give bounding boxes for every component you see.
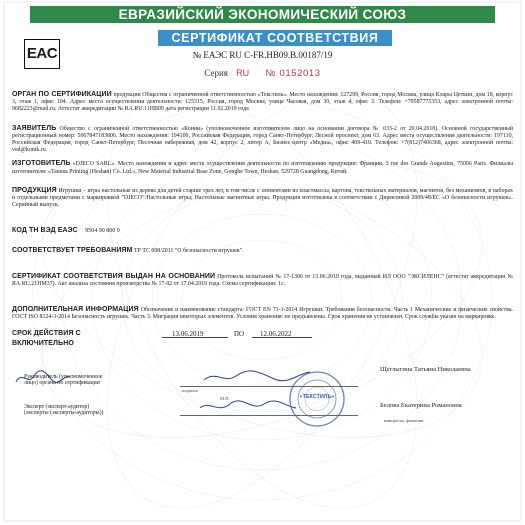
section-heading: ДОПОЛНИТЕЛЬНАЯ ИНФОРМАЦИЯ bbox=[12, 306, 139, 314]
section-hs-code bbox=[12, 227, 513, 235]
section-text: «DJECO SARL». Место нахождения и адрес места осуществления деятельности по изготовлению продукции: Франция, 3 rue des Grands Augustins, 75006 Paris. Филиалы изготовителя: «Taunus Printing (Heshan) Co. Ltd.», New Material Industrial Base Zone, Gonghe Town, Heshan, 529728 Guangdong, Китай. bbox=[12, 161, 513, 175]
section-requirements bbox=[12, 247, 513, 255]
section-text: ТР ТС 008/2011 "О безопасности игрушек". bbox=[134, 247, 244, 254]
certificate-header bbox=[12, 29, 513, 91]
section-text: Обозначение и наименование стандарта: ГОСТ EN 71-1-2014 Игрушки. Требования безопасности. Часть 1 Механические и физические свойства. ГОСТ ISO 8124-3-2014 Безопасность игрушек. Часть 3. Миграция некоторых элементов. Условия хранения: не предъявлены. Срок хранения не установлен. Срок службы указан на маркировке. bbox=[12, 307, 513, 321]
validity-period bbox=[12, 328, 513, 368]
eac-logo-icon: EAC bbox=[24, 39, 60, 69]
head-signatory-name: Щеглыгина Татьяна Николаевна bbox=[380, 365, 471, 373]
section-heading: СЕРТИФИКАТ СООТВЕТСТВИЯ ВЫДАН НА ОСНОВАНИИ bbox=[12, 272, 216, 280]
expert-signature-icon bbox=[198, 395, 298, 416]
validity-inclusive: ВКЛЮЧИТЕЛЬНО bbox=[12, 339, 74, 347]
section-additional-info bbox=[12, 306, 513, 321]
series-code: RU bbox=[236, 68, 250, 78]
section-heading: СООТВЕТСТВУЕТ ТРЕБОВАНИЯМ bbox=[12, 246, 133, 254]
section-heading: КОД ТН ВЭД ЕАЭС bbox=[12, 227, 78, 235]
signature-block bbox=[12, 365, 513, 430]
caption-seal-place: М.П. bbox=[220, 395, 230, 401]
section-applicant bbox=[12, 125, 513, 155]
section-certification-body bbox=[12, 91, 513, 114]
seal-text: «ТЕКСТИЛЬ» bbox=[299, 393, 335, 400]
certificate-content bbox=[12, 6, 513, 430]
expert-role-line2: (эксперты (эксперты-аудиторы)) bbox=[24, 410, 104, 417]
series-number: № 0152013 bbox=[265, 68, 321, 79]
certificate-number: № ЕАЭС RU С-FR.НВ09.В.00187/19 bbox=[192, 50, 333, 60]
union-banner: ЕВРАЗИЙСКИЙ ЭКОНОМИЧЕСКИЙ СОЮЗ bbox=[30, 6, 495, 23]
section-manufacturer bbox=[12, 160, 513, 175]
caption-signature: подпись bbox=[182, 387, 199, 393]
section-heading: ПРОДУКЦИЯ bbox=[12, 186, 57, 194]
caption-initials: инициалы, фамилия bbox=[384, 417, 424, 423]
section-issued-basis bbox=[12, 273, 513, 288]
validity-to-label: ПО bbox=[234, 329, 245, 338]
series-label: Серия bbox=[204, 68, 228, 78]
section-heading: ИЗГОТОВИТЕЛЬ bbox=[12, 160, 71, 168]
section-text: 9504 90 800 9 bbox=[85, 228, 120, 235]
section-heading: ЗАЯВИТЕЛЬ bbox=[12, 124, 57, 132]
validity-from-date: 13.06.2019 bbox=[172, 329, 204, 338]
expert-role-line1: Эксперт (эксперт-аудитор) bbox=[24, 403, 90, 410]
section-heading: ОРГАН ПО СЕРТИФИКАЦИИ bbox=[12, 91, 112, 98]
section-text: Протокола испытаний № 17-1306 от 13.06.2019 года, выданный ИЛ ООО "ЭКСИЛЕНС" (аттестат аккредитации № RA.RU.21НМ37). Акт анализа состояния производства № 17-02 от 17.04.2019 года. Схема сертификации: 1с. bbox=[12, 273, 513, 288]
validity-to-date: 12.06.2022 bbox=[260, 329, 292, 338]
series-line bbox=[12, 68, 513, 79]
head-role-line1: Руководитель (уполномоченное bbox=[24, 373, 103, 380]
head-role-line2: лицо) органа по сертификации bbox=[24, 380, 100, 387]
validity-heading: СРОК ДЕЙСТВИЯ С bbox=[12, 329, 81, 337]
section-text: Игрушки – игры настольные из дерева для детей старше трех лет, в том числе с элементами из пластмассы, картона, текстильных материалов, магнитов, без механизмов, в наборах и отдельными предметами с маркировкой "DJECO":Настольные игры; Настольные магнитные игры. Продукция изготовлена в соответствии с Директивой 2009/48/ЕС «О безопасности игрушек». Серийный выпуск. bbox=[12, 187, 513, 209]
section-product bbox=[12, 187, 513, 210]
expert-signatory-name: Белова Екатерина Романовна bbox=[380, 401, 462, 409]
certificate-title: СЕРТИФИКАТ СООТВЕТСТВИЯ bbox=[158, 30, 392, 46]
section-text: Общество с ограниченной ответственностью «Конин» (уполномоченное изготовителем лицо на основании договора № 033-2 от 20.04.2018). Основной государственный регистрационный номер: 5067847183806. Место нахождения: 194100, Российская Федерация, город Санкт-Петербург, Лесной проспект, дом 63. Адрес места осуществления деятельности: 197110, Российская Федерация, город Санкт-Петербург, Песочная набережная, дом 42, корпус 2, литер А, Бизнес-центр «Медиа», офис 409-410. Телефон: +7(812)7406368, адрес электронной почты: ved@konik.ru. bbox=[12, 125, 513, 154]
section-text: продукции Общества с ограниченной ответственностью «Текстиль». Место нахождения: 127299, Россия, город Москва, улица Клары Цеткин, дом 18, корпус 3, этаж 1, офис 104. Адрес места осуществления деятельности: 125315, Россия, город Москва, улица Часовая, дом 30, этаж 4, офис 3. Телефон: +79587775353, адрес электронной почты: 9682223@mail.ru. Аттестат аккредитации № RA.RU.11НВ09 дата регистрации 11.02.2019 года bbox=[12, 92, 513, 113]
